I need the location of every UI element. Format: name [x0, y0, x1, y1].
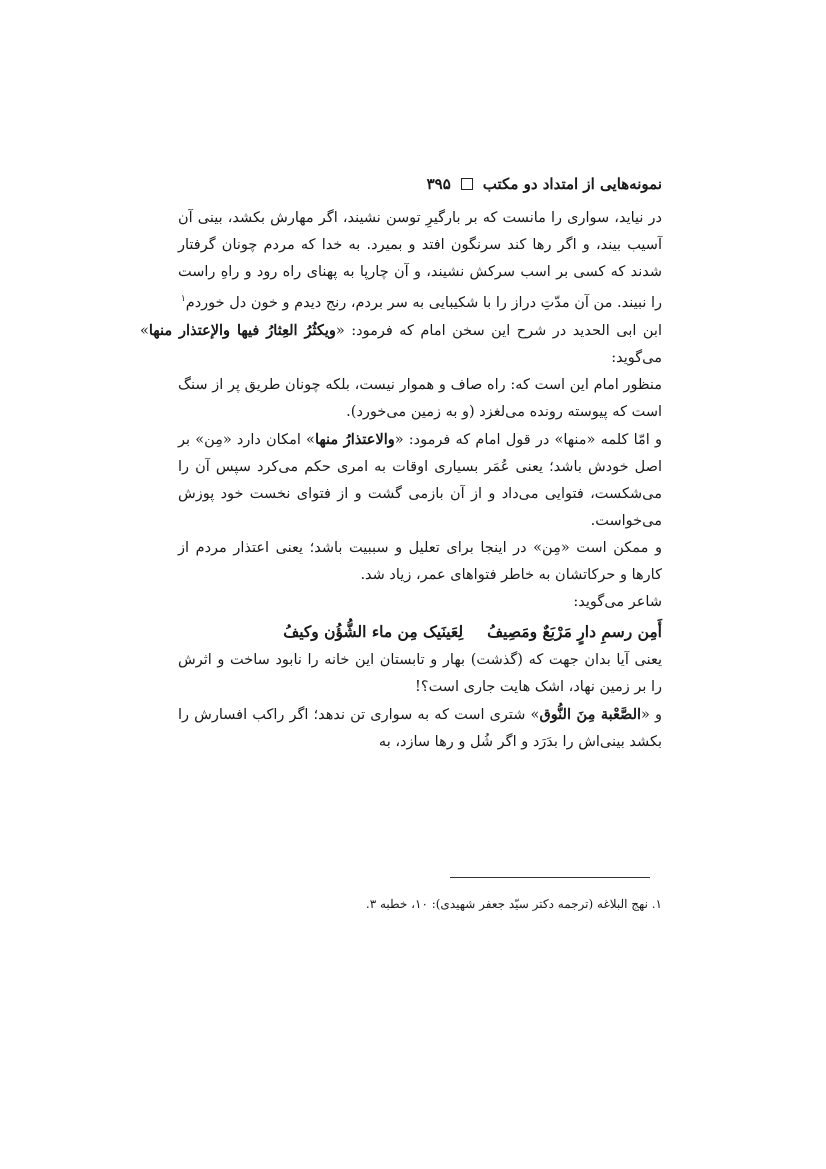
quoted-passage-2: منظور امام این است که: راه صاف و هموار نیست، بلکه چونان طریق پر از سنگ است که پیوسته رونده می‌لغزد (و به زمین می‌خورد).	[178, 376, 662, 420]
verse	[178, 616, 662, 647]
quoted-passage-1: در نیاید، سواری را مانست که بر بارگیرِ توسن نشیند، اگر مهارش بکشد، بینی آن آسیب بیند، و اگر رها کند سرنگون افتد و بمیرد. به خدا که مردم چونان گرفتار شدند که کسی بر اسب سرکش نشیند، و آن چارپا به پهنای راه رود و راهِ راست را نبیند. من آن مدّتِ دراز را با شکیبایی به سر بردم، رنج دیدم و خون دل خوردم$^۱$	[178, 210, 662, 311]
footnote: ۱. نهج البلاغه (ترجمه دکتر سیّد جعفر شهیدی): ۱۰، خطبه ۳.	[365, 897, 662, 911]
footnote-marker: ۱	[180, 294, 186, 304]
footnote-divider	[450, 877, 650, 878]
page-number: ۳۹۵	[426, 175, 451, 193]
running-header	[170, 172, 662, 196]
paragraph-sabah: و «الصَّعْبة مِنَ النُّوق» شتری است که به سواری تن ندهد؛ اگر راکب افسارش را بکشد بینی‌اش را بدَرَد و اگر شُل و رها سازد، به	[178, 705, 663, 750]
quoted-passage-4: و ممکن است «مِن» در اینجا برای تعلیل و سببیت باشد؛ یعنی اعتذار مردم از کارها و حرکاتشان به خاطر فتواهای عمر، زیاد شد.	[178, 539, 662, 583]
paragraph-ibn-abi-hadid: ابن ابی الحدید در شرح این سخن امام که فرمود: «ویکثُرُ العِثارُ فیها والإعتذار منها» می‌گوید:	[140, 321, 662, 366]
main-text	[140, 205, 662, 756]
square-ornament-icon	[461, 178, 473, 190]
verse-hemistich-2: لِعَينَيک مِن ماء الشُّؤُن وکيفُ	[283, 621, 464, 641]
verse-hemistich-1: أَمِن رسمِ دارٍ مَرْبَعٌ ومَصِيفُ	[487, 621, 662, 641]
chapter-title: نمونه‌هایی از امتداد دو مکتب	[482, 175, 662, 193]
verse-translation: یعنی آیا بدان جهت که (گذشت) بهار و تابستان این خانه را نابود ساخت و اثرش را بر زمین نهاد، اشک هایت جاری است؟!	[178, 651, 662, 695]
poet-intro: شاعر می‌گوید:	[573, 593, 662, 610]
quoted-passage-3: و امّا کلمه «منها» در قول امام که فرمود: «والاعتذارُ منها» امکان دارد «مِن» بر اصل خودش باشد؛ یعنی عُمَر بسیاری اوقات به امری حکم می‌کرد سپس آن را می‌شکست، فتوایی می‌داد و از آن بازمی گشت و از فتوای نخست خود پوزش می‌خواست.	[178, 430, 662, 529]
